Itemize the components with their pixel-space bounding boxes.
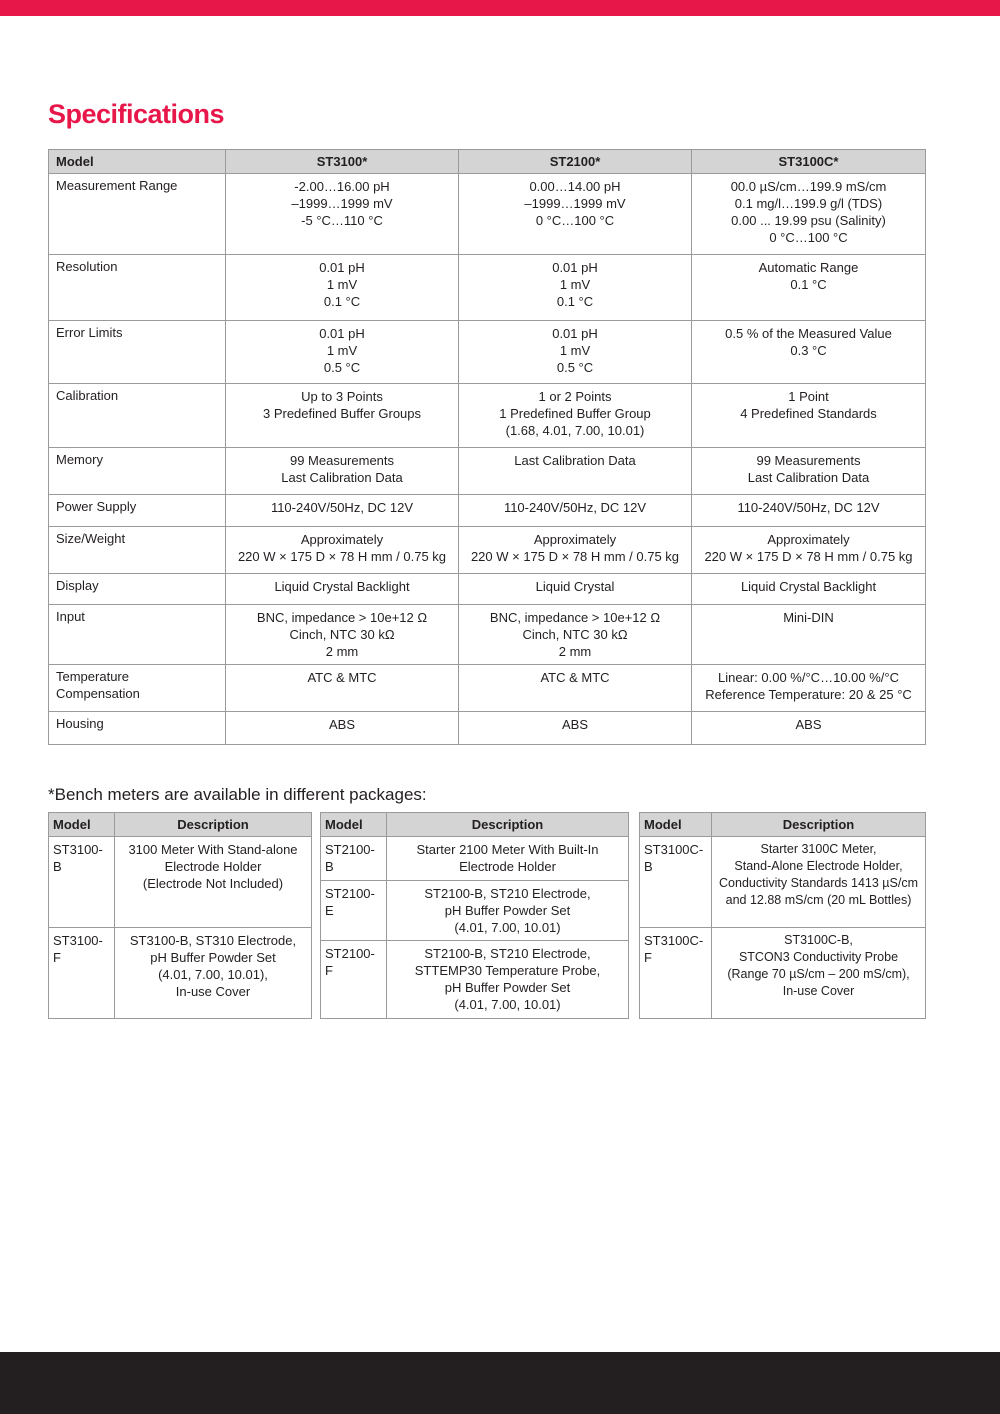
cell-line: -2.00…16.00 pH [294,179,390,194]
spec-cell-st3100 [226,174,459,255]
package-table-st3100 [48,812,312,1019]
package-model: ST3100-F [49,928,115,1019]
cell-line: ABS [795,717,822,732]
desc-line: Stand-Alone Electrode Holder, [734,859,903,873]
desc-line: pH Buffer Powder Set [150,950,276,965]
spec-cell-st2100 [459,712,692,745]
spec-header-row [49,150,926,174]
package-header-row [49,813,312,837]
package-model: ST3100C-B [640,837,712,928]
page-title: Specifications [48,99,225,129]
cell-line: Up to 3 Points [301,389,383,404]
cell-line: ABS [561,717,588,732]
cell-line: BNC, impedance > 10e+12 Ω [489,610,661,625]
spec-row-measurement-range [49,174,926,255]
package-header-description: Description [712,813,926,837]
spec-row-error-limits [49,321,926,384]
spec-row-label [49,384,226,448]
cell-line: Linear: 0.00 %/°C…10.00 %/°C [718,670,899,685]
cell-line: 0.1 °C [556,294,594,309]
package-table-st3100c [639,812,926,1019]
spec-cell-st3100 [226,255,459,321]
spec-row-label [49,605,226,665]
cell-line: 0.1 °C [323,294,361,309]
cell-line: 110-240V/50Hz, DC 12V [737,500,880,515]
cell-line: 0.01 pH [319,326,365,341]
package-model: ST3100-B [49,837,115,928]
spec-row-label [49,448,226,495]
desc-line: Electrode Holder [459,859,556,874]
spec-cell-st2100 [459,384,692,448]
package-description [115,837,312,928]
spec-cell-st3100 [226,527,459,574]
desc-line: STTEMP30 Temperature Probe, [414,963,601,978]
spec-row-label [49,574,226,605]
cell-line: 220 W × 175 D × 78 H mm / 0.75 kg [237,549,447,564]
spec-row-memory [49,448,926,495]
desc-line: ST2100-B, ST210 Electrode, [424,886,591,901]
cell-line: Mini-DIN [783,610,834,625]
cell-line: Automatic Range [758,260,859,275]
cell-line: Liquid Crystal [535,579,615,594]
spec-cell-st2100 [459,174,692,255]
label-line: Error Limits [56,325,123,340]
cell-line: 0.5 °C [323,360,361,375]
spec-cell-st3100 [226,665,459,712]
desc-line: (4.01, 7.00, 10.01) [454,997,561,1012]
package-row [49,837,312,928]
spec-row-resolution [49,255,926,321]
cell-line: (1.68, 4.01, 7.00, 10.01) [505,423,645,438]
cell-line: 0.01 pH [552,260,598,275]
cell-line: 1 mV [559,277,591,292]
cell-line: 0.01 pH [319,260,365,275]
cell-line: 1 or 2 Points [538,389,612,404]
spec-header-model: Model [49,150,226,174]
cell-line: BNC, impedance > 10e+12 Ω [256,610,428,625]
cell-line: Liquid Crystal Backlight [274,579,410,594]
packages-note: *Bench meters are available in different packages: [48,785,427,804]
package-header-model: Model [49,813,115,837]
package-row [640,928,926,1019]
cell-line: ATC & MTC [540,670,610,685]
cell-line: Last Calibration Data [514,453,636,468]
spec-row-input [49,605,926,665]
cell-line: 99 Measurements [756,453,861,468]
label-line: Measurement Range [56,178,178,193]
package-table-st2100 [320,812,629,1019]
desc-line: In-use Cover [175,984,251,999]
desc-line: ST3100C-B, [784,933,853,947]
cell-line: 0 °C…100 °C [535,213,615,228]
cell-line: Reference Temperature: 20 & 25 °C [705,687,912,702]
cell-line: Approximately [300,532,384,547]
cell-line: 1 mV [326,277,358,292]
cell-line: 0.5 °C [556,360,594,375]
desc-line: Starter 2100 Meter With Built-In [416,842,599,857]
spec-row-temperature-compensation [49,665,926,712]
spec-cell-st3100c [692,712,926,745]
desc-line: pH Buffer Powder Set [444,980,571,995]
package-row [640,837,926,928]
spec-cell-st3100 [226,495,459,527]
spec-row-calibration [49,384,926,448]
desc-line: In-use Cover [782,984,855,998]
spec-cell-st3100c [692,384,926,448]
spec-cell-st3100c [692,574,926,605]
cell-line: 0.1 mg/l…199.9 g/l (TDS) [734,196,883,211]
package-row [321,837,629,881]
top-accent-bar [0,0,1000,16]
spec-cell-st2100 [459,448,692,495]
spec-row-label [49,495,226,527]
cell-line: 4 Predefined Standards [740,406,877,421]
desc-line: (4.01, 7.00, 10.01), [158,967,268,982]
cell-line: 110-240V/50Hz, DC 12V [503,500,647,515]
package-row [321,881,629,941]
cell-line: 2 mm [325,644,359,659]
spec-cell-st3100 [226,321,459,384]
cell-line: 1 Predefined Buffer Group [499,406,651,421]
cell-line: 99 Measurements [289,453,395,468]
spec-row-power-supply [49,495,926,527]
cell-line: 2 mm [558,644,592,659]
package-model: ST3100C-F [640,928,712,1019]
cell-line: 220 W × 175 D × 78 H mm / 0.75 kg [704,549,913,564]
cell-line: –1999…1999 mV [291,196,393,211]
spec-row-label [49,712,226,745]
footer-bar [0,1352,1000,1414]
package-model: ST2100-F [321,941,387,1019]
spec-cell-st3100c [692,448,926,495]
package-model: ST2100-B [321,837,387,881]
spec-cell-st2100 [459,527,692,574]
desc-line: pH Buffer Powder Set [444,903,571,918]
desc-line: Starter 3100C Meter, [760,842,877,856]
package-description [712,928,926,1019]
desc-line: STCON3 Conductivity Probe [738,950,899,964]
label-line: Display [56,578,99,593]
label-line: Size/Weight [56,531,126,546]
cell-line: 220 W × 175 D × 78 H mm / 0.75 kg [470,549,680,564]
label-line: Power Supply [56,499,137,514]
spec-header-st3100: ST3100* [226,150,459,174]
spec-row-label [49,665,226,712]
label-line: Temperature [56,669,129,684]
desc-line: ST3100-B, ST310 Electrode, [129,933,297,948]
package-description [387,941,629,1019]
desc-line: (4.01, 7.00, 10.01) [454,920,561,935]
label-line: Input [56,609,85,624]
package-header-description: Description [115,813,312,837]
cell-line: 3 Predefined Buffer Groups [262,406,422,421]
spec-cell-st3100 [226,448,459,495]
package-description [387,881,629,941]
spec-header-st2100: ST2100* [459,150,692,174]
cell-line: 0.00 ... 19.99 psu (Salinity) [731,213,886,228]
cell-line: ABS [328,717,355,732]
label-line: Housing [56,716,104,731]
package-header-model: Model [640,813,712,837]
package-description [712,837,926,928]
package-header-description: Description [387,813,629,837]
desc-line: and 12.88 mS/cm (20 mL Bottles) [725,893,912,907]
spec-row-housing [49,712,926,745]
specifications-table [48,149,926,745]
cell-line: 0.00…14.00 pH [529,179,621,194]
label-line: Resolution [56,259,118,274]
spec-row-label [49,255,226,321]
cell-line: 1 Point [788,389,829,404]
desc-line: Electrode Holder [164,859,262,874]
spec-cell-st2100 [459,495,692,527]
cell-line: 0.3 °C [790,343,827,358]
spec-row-size-weight [49,527,926,574]
spec-cell-st3100c [692,605,926,665]
package-header-row [640,813,926,837]
cell-line: Last Calibration Data [281,470,403,485]
spec-row-display [49,574,926,605]
spec-cell-st3100c [692,174,926,255]
spec-row-label [49,527,226,574]
desc-line: ST2100-B, ST210 Electrode, [424,946,591,961]
cell-line: Liquid Crystal Backlight [740,579,877,594]
spec-cell-st3100c [692,527,926,574]
package-header-model: Model [321,813,387,837]
spec-row-label [49,321,226,384]
cell-line: 1 mV [326,343,358,358]
spec-cell-st2100 [459,574,692,605]
cell-line: 110-240V/50Hz, DC 12V [270,500,414,515]
cell-line: -5 °C…110 °C [301,213,383,228]
spec-cell-st2100 [459,321,692,384]
package-row [321,941,629,1019]
package-row [49,928,312,1019]
spec-cell-st2100 [459,605,692,665]
spec-row-label [49,174,226,255]
spec-cell-st3100c [692,321,926,384]
spec-cell-st3100 [226,574,459,605]
spec-header-st3100c: ST3100C* [692,150,926,174]
spec-cell-st3100 [226,712,459,745]
desc-line: (Range 70 µS/cm – 200 mS/cm), [727,967,910,981]
cell-line: 0 °C…100 °C [769,230,848,245]
cell-line: 0.5 % of the Measured Value [725,326,892,341]
spec-cell-st3100c [692,255,926,321]
cell-line: Cinch, NTC 30 kΩ [522,627,628,642]
label-line: Calibration [56,388,119,403]
spec-cell-st3100c [692,495,926,527]
cell-line: Approximately [533,532,617,547]
cell-line: –1999…1999 mV [524,196,626,211]
cell-line: Approximately [767,532,850,547]
package-description [387,837,629,881]
spec-cell-st2100 [459,665,692,712]
desc-line: Conductivity Standards 1413 µS/cm [719,876,918,890]
desc-line: (Electrode Not Included) [142,876,284,891]
cell-line: ATC & MTC [307,670,377,685]
spec-cell-st2100 [459,255,692,321]
cell-line: 0.01 pH [552,326,598,341]
cell-line: 00.0 µS/cm…199.9 mS/cm [730,179,887,194]
cell-line: Last Calibration Data [747,470,870,485]
package-description [115,928,312,1019]
spec-cell-st3100c [692,665,926,712]
cell-line: 1 mV [559,343,591,358]
cell-line: Cinch, NTC 30 kΩ [289,627,395,642]
spec-cell-st3100 [226,605,459,665]
spec-cell-st3100 [226,384,459,448]
desc-line: 3100 Meter With Stand-alone [128,842,298,857]
label-line: Memory [56,452,103,467]
label-line: Compensation [56,686,140,701]
package-model: ST2100-E [321,881,387,941]
cell-line: 0.1 °C [790,277,827,292]
package-header-row [321,813,629,837]
